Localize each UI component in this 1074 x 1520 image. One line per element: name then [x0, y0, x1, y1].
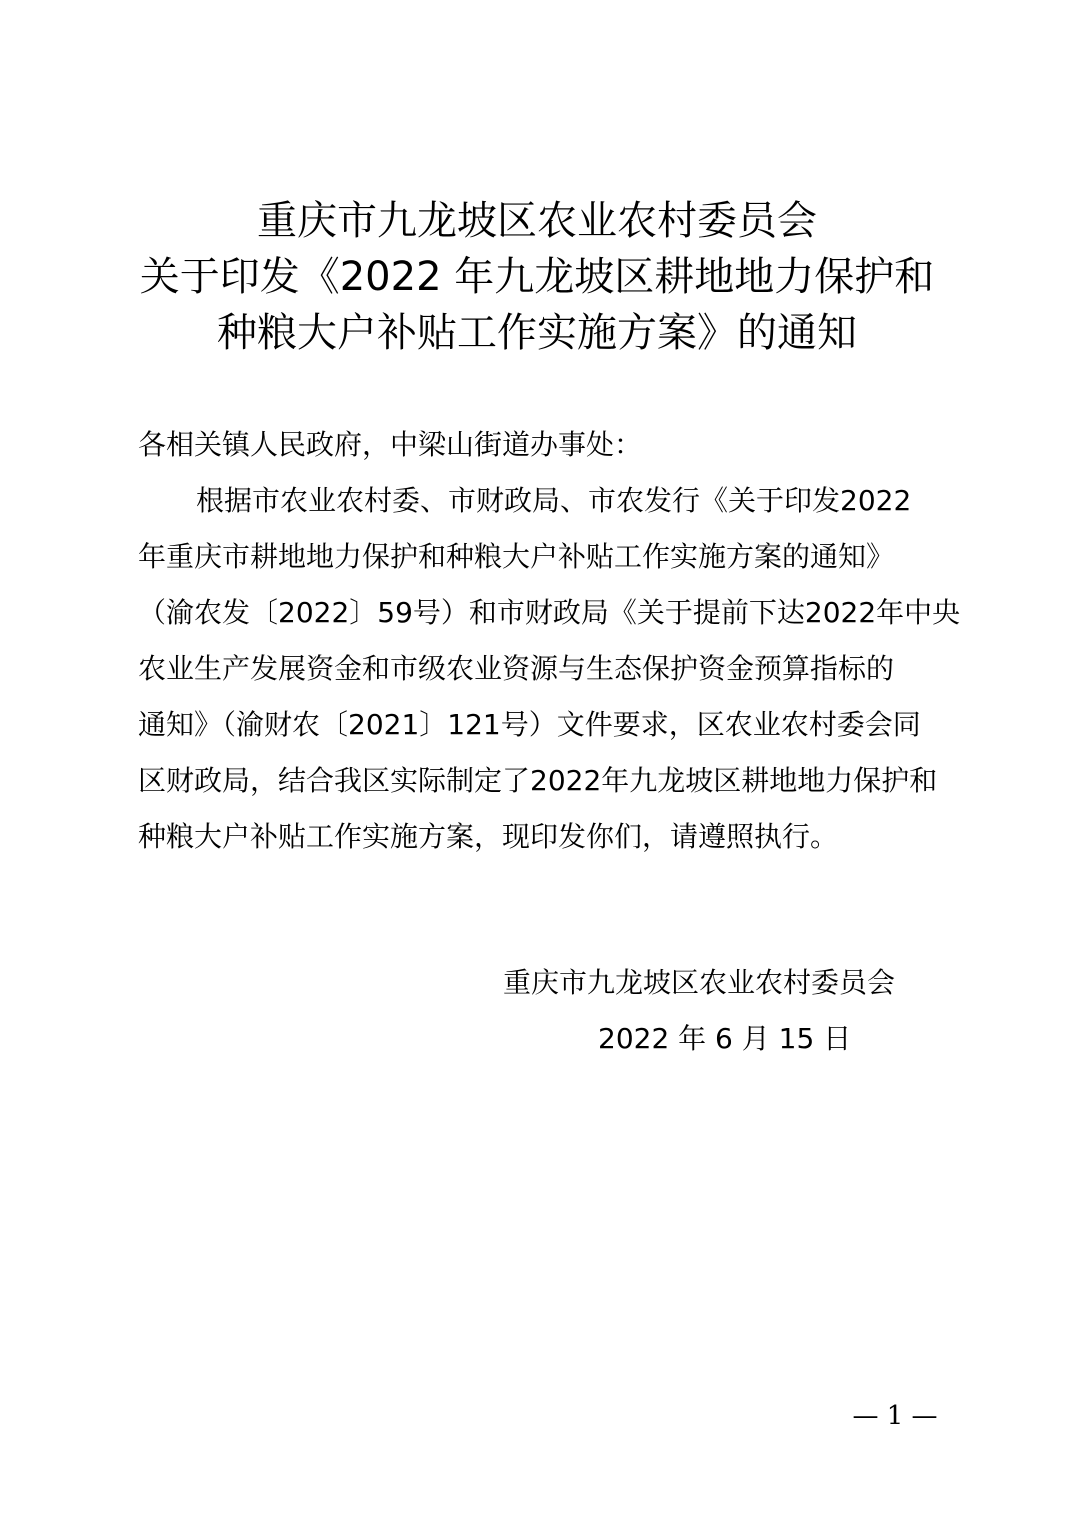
title-line-2: 关于印发《2022 年九龙坡区耕地地力保护和	[139, 254, 935, 300]
document-body	[138, 417, 961, 865]
title-line-1: 重庆市九龙坡区农业农村委员会	[257, 198, 817, 244]
signature-date: 2022 年 6 月 15 日	[598, 1022, 852, 1055]
body-line-6: 区财政局，结合我区实际制定了2022年九龙坡区耕地地力保护和	[138, 764, 938, 797]
signature-block	[503, 955, 923, 1067]
body-line-7: 种粮大户补贴工作实施方案，现印发你们，请遵照执行。	[138, 820, 839, 853]
body-line-1: 根据市农业农村委、市财政局、市农发行《关于印发2022	[196, 484, 912, 517]
body-line-4: 农业生产发展资金和市级农业资源与生态保护资金预算指标的	[138, 652, 895, 685]
addressee: 各相关镇人民政府，中梁山街道办事处：	[138, 428, 643, 461]
signature-organization: 重庆市九龙坡区农业农村委员会	[503, 966, 896, 999]
page-number: — 1 —	[852, 1401, 938, 1431]
title-line-3: 种粮大户补贴工作实施方案》的通知	[217, 310, 857, 356]
body-line-3: （渝农发〔2022〕59号）和市财政局《关于提前下达2022年中央	[138, 596, 961, 629]
body-line-5: 通知》（渝财农〔2021〕121号）文件要求，区农业农村委会同	[138, 708, 921, 741]
document-title	[0, 193, 1074, 361]
body-line-2: 年重庆市耕地地力保护和种粮大户补贴工作实施方案的通知》	[138, 540, 895, 573]
